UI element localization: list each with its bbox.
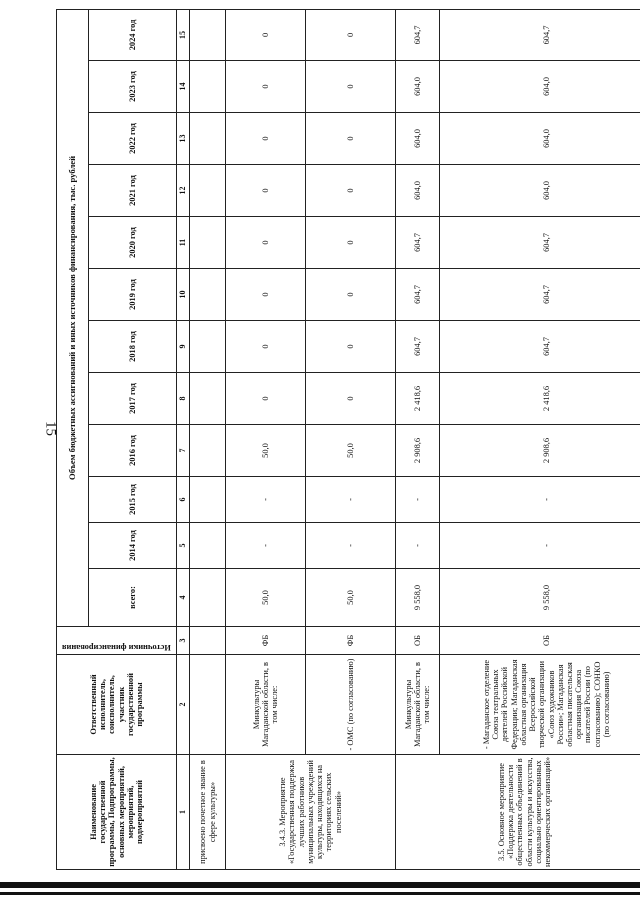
row-executor: Минкультуры Магаданской области, в том числе: xyxy=(396,655,440,755)
header-executor: Ответственный исполнитель, соисполнитель, участник государственной программы xyxy=(57,655,177,755)
row-value: 2 418,6 xyxy=(396,373,440,425)
row-value xyxy=(190,373,226,425)
table-row xyxy=(396,9,440,869)
header-year: 2017 год xyxy=(89,373,177,425)
row-value: 604,7 xyxy=(440,321,640,373)
row-value: 50,0 xyxy=(306,425,396,477)
row-source xyxy=(190,627,226,655)
column-number: 13 xyxy=(177,113,190,165)
row-value xyxy=(190,269,226,321)
row-source: ФБ xyxy=(306,627,396,655)
row-name: присвоено почетное звание в сфере культуры» xyxy=(190,755,226,870)
column-number: 11 xyxy=(177,217,190,269)
header-year: 2018 год xyxy=(89,321,177,373)
row-value: 50,0 xyxy=(306,569,396,627)
scan-edge-line xyxy=(0,892,640,895)
row-value xyxy=(190,9,226,60)
column-number: 14 xyxy=(177,61,190,113)
row-value: 0 xyxy=(306,113,396,165)
row-value: 2 418,6 xyxy=(440,373,640,425)
row-value: - xyxy=(396,477,440,523)
row-value xyxy=(190,61,226,113)
row-value: 604,7 xyxy=(396,9,440,60)
row-value: 604,7 xyxy=(396,217,440,269)
header-year: 2014 год xyxy=(89,523,177,569)
column-number: 10 xyxy=(177,269,190,321)
table-row xyxy=(190,9,226,869)
header-year: 2021 год xyxy=(89,165,177,217)
row-value: 0 xyxy=(306,321,396,373)
row-value: 50,0 xyxy=(226,425,306,477)
scan-edge-line xyxy=(0,882,640,888)
column-number: 15 xyxy=(177,9,190,60)
row-value: 0 xyxy=(306,373,396,425)
row-value: 2 908,6 xyxy=(440,425,640,477)
header-funding-title: Объем бюджетных ассигнований и иных источников финансирования, тыс. рублей xyxy=(57,9,89,626)
row-source: ФБ xyxy=(226,627,306,655)
row-value xyxy=(190,569,226,627)
row-value xyxy=(190,165,226,217)
row-value xyxy=(190,477,226,523)
header-total: всего: xyxy=(89,569,177,627)
row-value: 604,0 xyxy=(396,113,440,165)
column-number: 7 xyxy=(177,425,190,477)
row-value: - xyxy=(396,523,440,569)
row-value: 2 908,6 xyxy=(396,425,440,477)
table-row xyxy=(306,9,396,869)
row-value: 604,0 xyxy=(440,113,640,165)
header-year: 2023 год xyxy=(89,61,177,113)
header-year: 2024 год xyxy=(89,9,177,60)
column-number: 2 xyxy=(177,655,190,755)
header-source xyxy=(57,627,177,655)
row-name: 3.4.3. Мероприятие «Государственная поддержка лучших работников муниципальных учреждений культуры, находящихся на территориях сельских поселений» xyxy=(226,755,396,870)
column-number: 4 xyxy=(177,569,190,627)
row-value: 604,0 xyxy=(440,61,640,113)
row-value: 604,7 xyxy=(440,9,640,60)
column-number: 8 xyxy=(177,373,190,425)
row-value: 0 xyxy=(306,61,396,113)
row-value: 50,0 xyxy=(226,569,306,627)
row-value: - xyxy=(306,477,396,523)
column-number: 5 xyxy=(177,523,190,569)
rotated-table-sheet xyxy=(56,20,616,870)
row-value: - xyxy=(440,477,640,523)
header-source-text: Источники финансирования xyxy=(62,643,171,652)
column-number: 9 xyxy=(177,321,190,373)
financing-table xyxy=(56,9,640,870)
row-value: 0 xyxy=(306,9,396,60)
row-value: 604,7 xyxy=(396,321,440,373)
row-source: ОБ xyxy=(440,627,640,655)
column-number: 12 xyxy=(177,165,190,217)
row-value: 0 xyxy=(226,373,306,425)
row-value: 0 xyxy=(306,217,396,269)
column-number: 6 xyxy=(177,477,190,523)
row-value: - xyxy=(306,523,396,569)
header-year: 2020 год xyxy=(89,217,177,269)
row-value: 604,0 xyxy=(440,165,640,217)
column-number: 3 xyxy=(177,627,190,655)
header-program-name: Наименование государственной программы, Подпрограммы, основных мероприятий, мероприятий, подмероприятий xyxy=(57,755,177,870)
row-value: - xyxy=(226,477,306,523)
row-name: 3.5. Основное мероприятие «Поддержка деятельности общественных объединений в области культуры и искусства, социально ориентированных некоммерческих организаций» xyxy=(396,755,640,870)
row-executor: Минкультуры Магаданской области, в том числе: xyxy=(226,655,306,755)
row-value: 604,7 xyxy=(396,269,440,321)
row-value: 604,7 xyxy=(440,269,640,321)
row-value: - xyxy=(440,523,640,569)
row-value xyxy=(190,113,226,165)
row-source: ОБ xyxy=(396,627,440,655)
row-executor: - Магаданское отделение Союза театральных деятелей Российской Федерации; Магаданская областная организация Всероссийской творческой организации «Союз художников России»; Магаданская областная писательская организация Союза писателей России (по согласованию); СОНКО (по согласованию) xyxy=(440,655,640,755)
row-value: - xyxy=(226,523,306,569)
row-value: 9 558,0 xyxy=(440,569,640,627)
row-value: 0 xyxy=(226,269,306,321)
table-row xyxy=(226,9,306,869)
page-number: 15 xyxy=(42,421,59,436)
row-value: 0 xyxy=(226,165,306,217)
column-number: 1 xyxy=(177,755,190,870)
row-value: 9 558,0 xyxy=(396,569,440,627)
header-year: 2019 год xyxy=(89,269,177,321)
row-value: 0 xyxy=(226,61,306,113)
row-value: 604,0 xyxy=(396,165,440,217)
row-value: 0 xyxy=(226,321,306,373)
row-value xyxy=(190,425,226,477)
row-value: 0 xyxy=(306,269,396,321)
row-executor: - ОМС (по согласованию) xyxy=(306,655,396,755)
row-executor xyxy=(190,655,226,755)
column-number-row xyxy=(177,9,190,869)
header-year: 2016 год xyxy=(89,425,177,477)
row-value: 0 xyxy=(226,113,306,165)
row-value xyxy=(190,523,226,569)
row-value: 604,7 xyxy=(440,217,640,269)
table-row xyxy=(440,9,640,869)
row-value: 0 xyxy=(306,165,396,217)
row-value: 604,0 xyxy=(396,61,440,113)
row-value: 0 xyxy=(226,217,306,269)
header-year: 2022 год xyxy=(89,113,177,165)
row-value: 0 xyxy=(226,9,306,60)
header-year: 2015 год xyxy=(89,477,177,523)
row-value xyxy=(190,321,226,373)
row-value xyxy=(190,217,226,269)
